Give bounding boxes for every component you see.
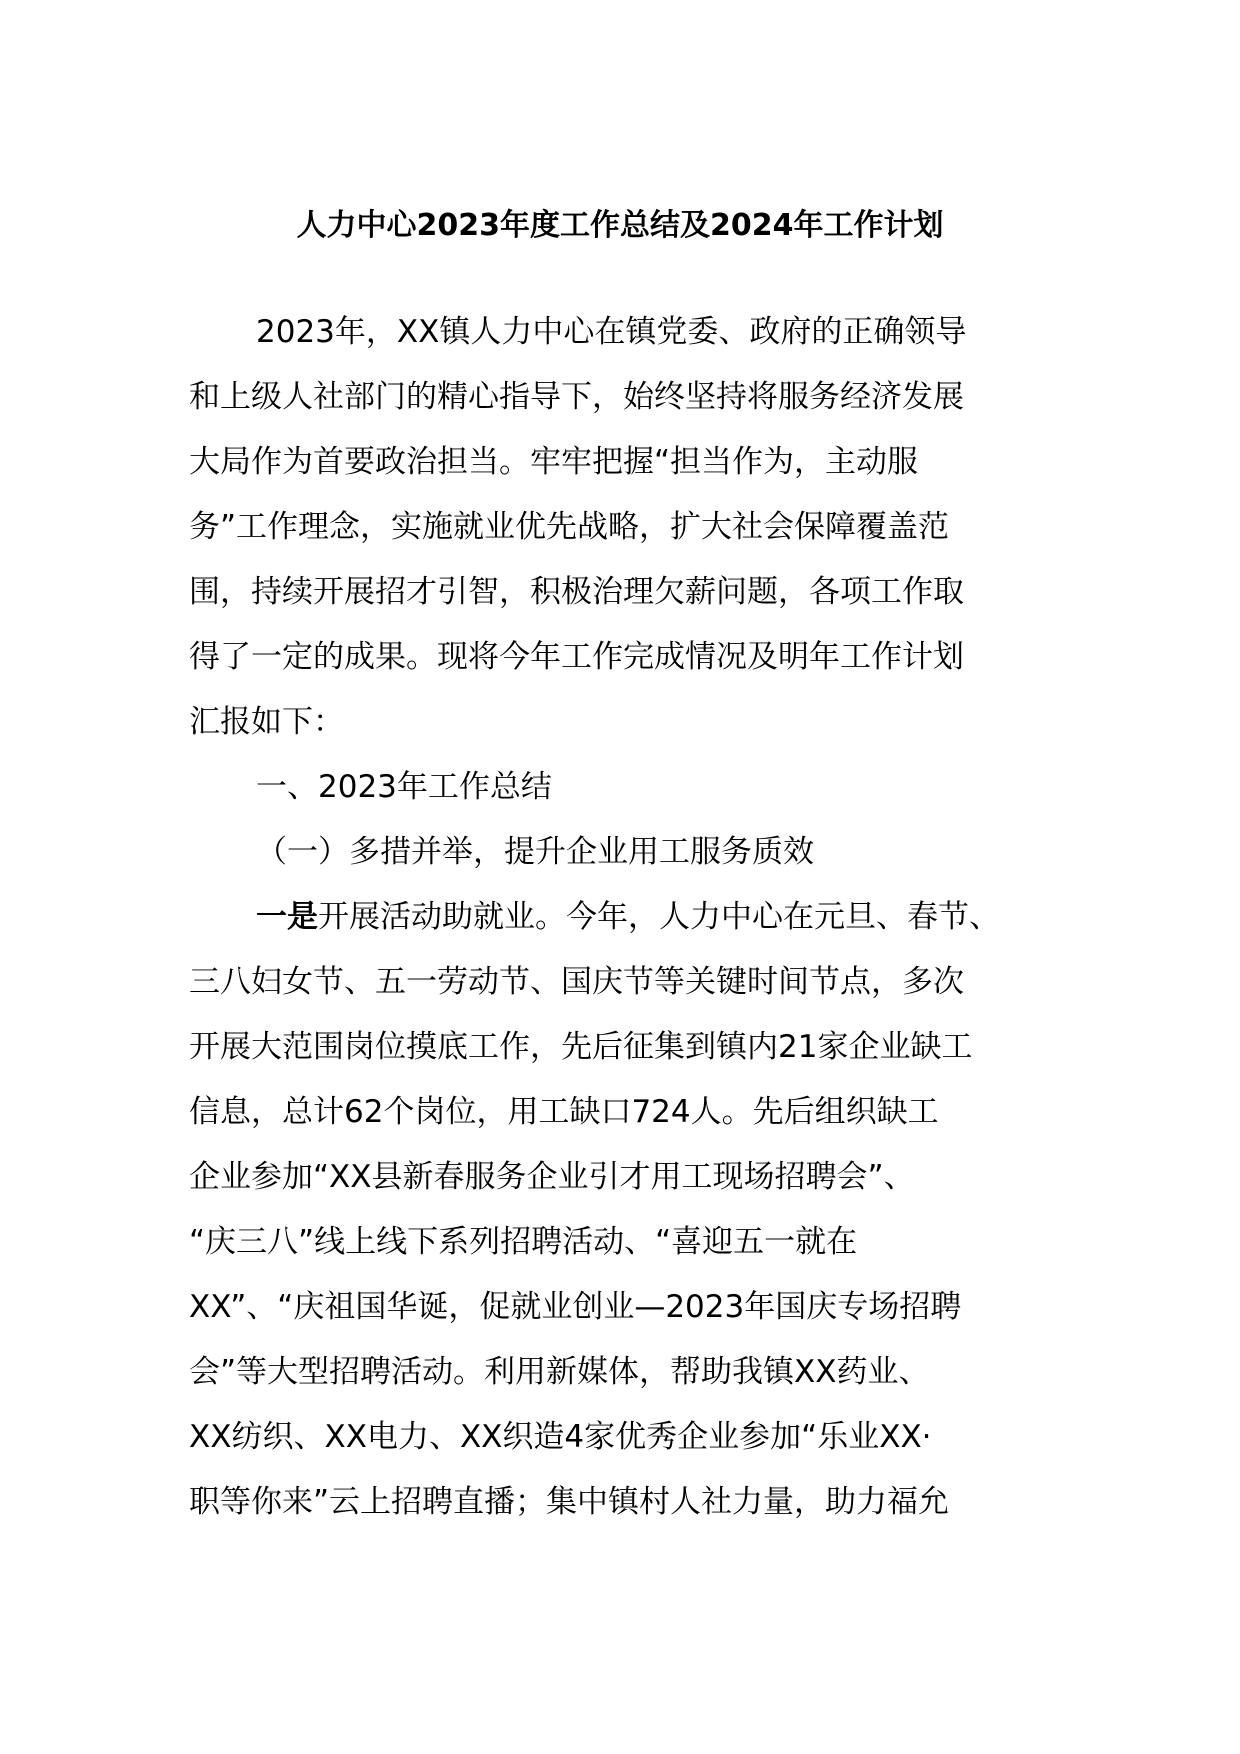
- document-body: [189, 300, 1069, 1535]
- paragraph-line: 信息，总计62个岗位，用工缺口724人。先后组织缺工: [189, 1094, 939, 1130]
- subsection-heading: （一）多措并举，提升企业用工服务质效: [256, 834, 814, 870]
- paragraph-line: 职等你来”云上招聘直播；集中镇村人社力量，助力福允: [189, 1484, 950, 1520]
- paragraph-line: 三八妇女节、五一劳动节、国庆节等关键时间节点，多次: [189, 964, 964, 1000]
- intro-line: 2023年，XX镇人力中心在镇党委、政府的正确领导: [256, 314, 967, 350]
- intro-line: 汇报如下：: [189, 704, 344, 740]
- intro-line: 大局作为首要政治担当。牢牢把握“担当作为，主动服: [189, 444, 919, 480]
- intro-line: 得了一定的成果。现将今年工作完成情况及明年工作计划: [189, 639, 964, 675]
- paragraph-line: 开展大范围岗位摸底工作，先后征集到镇内21家企业缺工: [189, 1029, 973, 1065]
- intro-line: 围，持续开展招才引智，积极治理欠薪问题，各项工作取: [189, 574, 964, 610]
- intro-line: 和上级人社部门的精心指导下，始终坚持将服务经济发展: [189, 379, 964, 415]
- section-heading: 一、2023年工作总结: [256, 769, 552, 805]
- paragraph-first-line: [189, 885, 1069, 950]
- paragraph-first-text: 开展活动助就业。今年，人力中心在元旦、春节、: [318, 899, 1000, 935]
- paragraph-line: XX纺织、XX电力、XX织造4家优秀企业参加“乐业XX·: [189, 1419, 932, 1455]
- paragraph-lead: 一是: [256, 899, 318, 935]
- intro-line: 务”工作理念，实施就业优先战略，扩大社会保障覆盖范: [189, 509, 950, 545]
- paragraph-line: “庆三八”线上线下系列招聘活动、“喜迎五一就在: [189, 1224, 858, 1260]
- paragraph-line: XX”、“庆祖国华诞，促就业创业—2023年国庆专场招聘: [189, 1289, 962, 1325]
- paragraph-line: 会”等大型招聘活动。利用新媒体，帮助我镇XX药业、: [189, 1354, 930, 1390]
- document-title: 人力中心2023年度工作总结及2024年工作计划: [296, 208, 944, 243]
- paragraph-line: 企业参加“XX县新春服务企业引才用工现场招聘会”、: [189, 1159, 915, 1195]
